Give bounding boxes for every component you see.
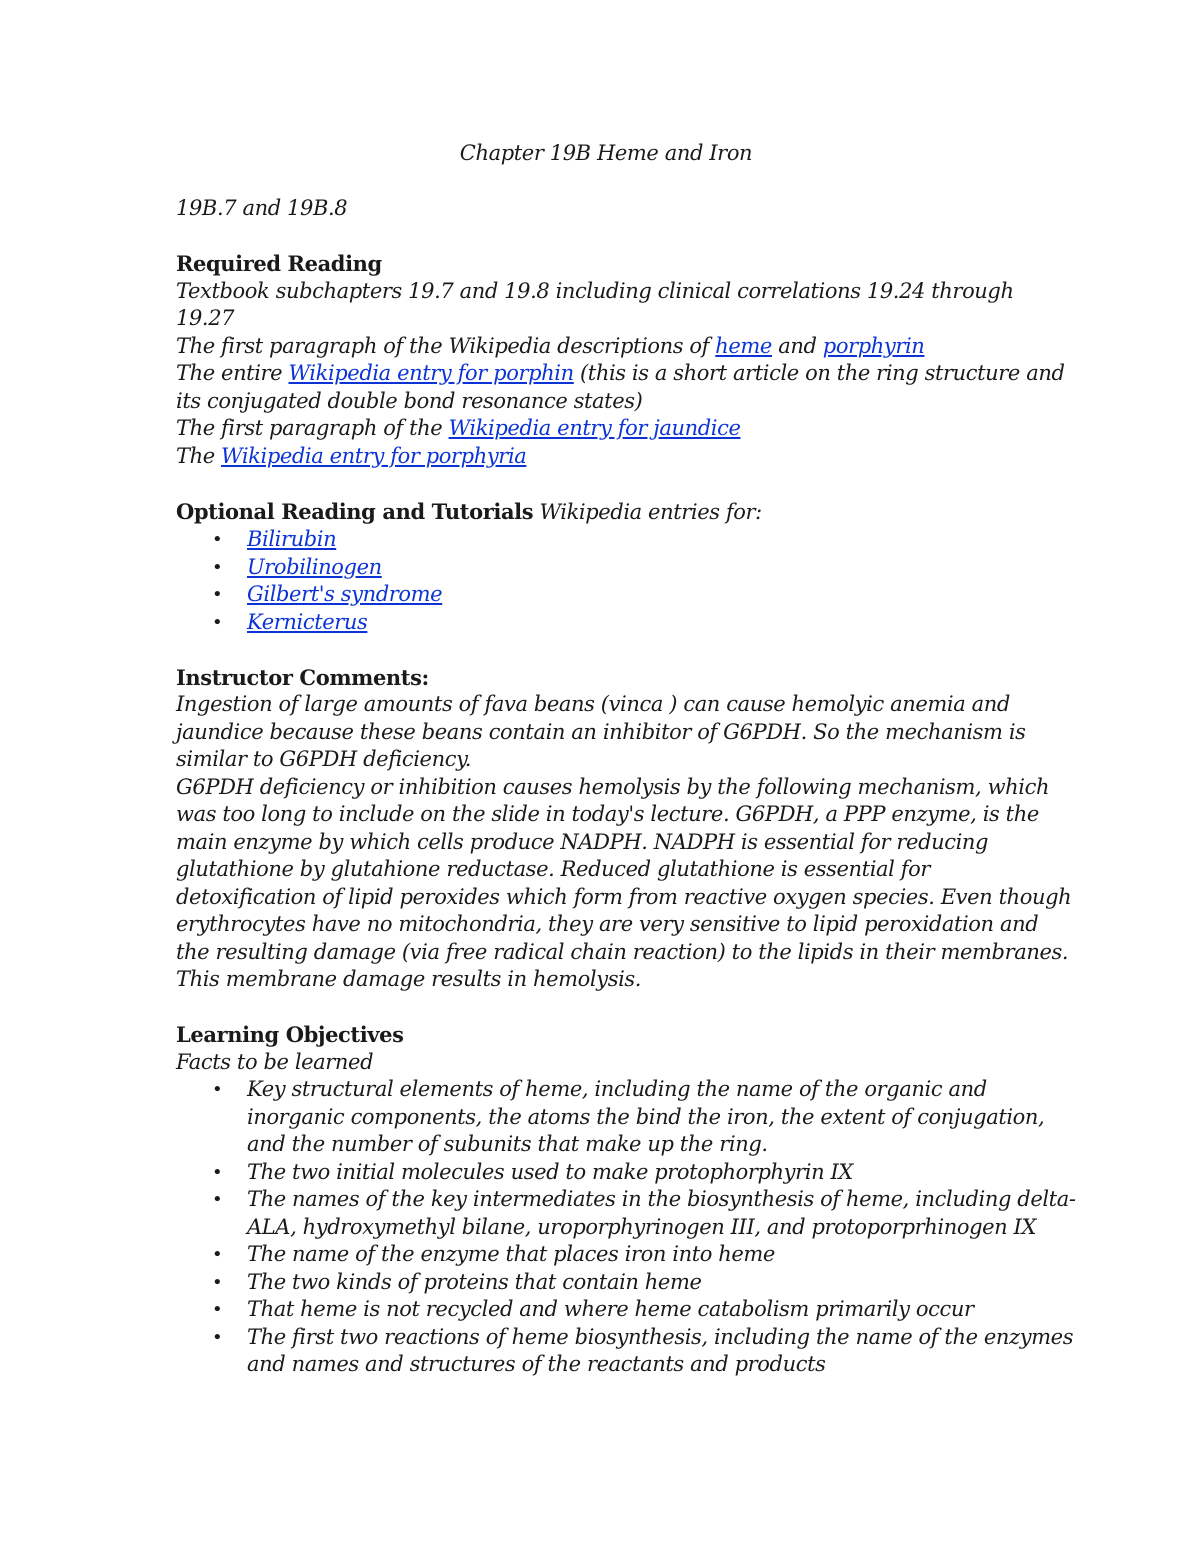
bullet-icon: • <box>212 1244 223 1265</box>
comment-line: main enzyme by which cells produce NADPH. NADPH is essential for reducing <box>176 829 989 854</box>
bullet-icon: • <box>212 556 223 578</box>
jaundice-link[interactable]: Wikipedia entry for jaundice <box>448 416 741 440</box>
comment-line: erythrocytes have no mitochondria, they are very sensitive to lipid peroxidation and <box>176 912 1039 936</box>
objective-text: ALA, hydroxymethyl bilane, uroporphyrinogen III, and protoporprhinogen IX <box>247 1214 1037 1239</box>
and-text: and <box>771 333 823 358</box>
jaundice-prefix: The first paragraph of the <box>176 416 449 440</box>
porphyria-prefix: The <box>176 443 222 468</box>
list-item <box>176 581 1036 609</box>
comment-line: was too long to include on the slide in today's lecture. G6PDH, a PPP enzyme, is the <box>176 802 1039 826</box>
bullet-icon: • <box>212 529 223 550</box>
objective-text: and names and structures of the reactants and products <box>247 1352 826 1376</box>
optional-links-list <box>176 526 1036 636</box>
learning-objectives-heading: Learning Objectives <box>176 1022 404 1047</box>
porphin-suffix: (this is a short article on the ring structure and <box>573 361 1065 385</box>
comment-line: detoxification of lipid peroxides which form from reactive oxygen species. Even though <box>176 884 1072 909</box>
instructor-comments-heading: Instructor Comments: <box>176 664 429 690</box>
porphin-link[interactable]: Wikipedia entry for porphin <box>288 361 574 385</box>
bullet-icon: • <box>212 1079 223 1100</box>
bullet-icon: • <box>212 1161 223 1183</box>
bilirubin-link[interactable]: Bilirubin <box>247 527 337 551</box>
bullet-icon: • <box>212 1271 223 1293</box>
list-item <box>176 1186 1076 1241</box>
bullet-icon: • <box>212 611 223 633</box>
page-title: Chapter 19B Heme and Iron <box>459 141 753 165</box>
comment-line: glutathione by glutahione reductase. Reduced glutathione is essential for <box>176 857 930 881</box>
list-item <box>176 554 1036 582</box>
comment-line: the resulting damage (via free radical chain reaction) to the lipids in their membranes. <box>176 939 1069 964</box>
textbook-line-2: 19.27 <box>176 306 235 330</box>
porphyrin-link[interactable]: porphyrin <box>822 333 925 358</box>
porphin-line <box>176 360 1065 388</box>
urobilinogen-link[interactable]: Urobilinogen <box>247 554 382 579</box>
list-item <box>176 1241 1036 1269</box>
optional-reading-intro: Wikipedia entries for: <box>533 499 762 524</box>
objective-text: The name of the enzyme that places iron into heme <box>247 1242 775 1266</box>
objective-text: inorganic components, the atoms the bind the iron, the extent of conjugation, <box>247 1104 1045 1129</box>
objective-text: The two kinds of proteins that contain heme <box>247 1269 702 1294</box>
porphin-line-2: its conjugated double bond resonance states) <box>176 388 643 413</box>
bullet-icon: • <box>212 1326 223 1348</box>
objective-text: and the number of subunits that make up the ring. <box>247 1132 768 1156</box>
first-paragraph-line <box>176 333 1036 361</box>
list-item <box>176 526 1036 554</box>
comment-line: Ingestion of large amounts of fava beans (vinca ) can cause hemolyic anemia and <box>176 692 1010 716</box>
comment-line: jaundice because these beans contain an inhibitor of G6PDH. So the mechanism is <box>176 719 1026 744</box>
first-paragraph-prefix: The first paragraph of the Wikipedia descriptions of <box>176 333 716 358</box>
comment-line: similar to G6PDH deficiency. <box>176 747 472 771</box>
jaundice-line <box>176 415 1036 443</box>
objective-text: The two initial molecules used to make protophorphyrin IX <box>247 1159 853 1184</box>
porphin-prefix: The entire <box>176 361 289 385</box>
objective-text: Key structural elements of heme, including the name of the organic and <box>247 1077 987 1101</box>
bullet-icon: • <box>212 1189 223 1210</box>
objective-text: The first two reactions of heme biosynthesis, including the name of the enzymes <box>247 1324 1074 1349</box>
list-item <box>176 1296 1036 1324</box>
objective-text: The names of the key intermediates in the biosynthesis of heme, including delta- <box>247 1187 1076 1211</box>
required-reading-heading: Required Reading <box>176 251 382 276</box>
objectives-list <box>176 1076 1076 1379</box>
textbook-line-1: Textbook subchapters 19.7 and 19.8 including clinical correlations 19.24 through <box>176 278 1014 303</box>
heme-link[interactable]: heme <box>715 333 772 358</box>
list-item <box>176 1159 1036 1187</box>
kernicterus-link[interactable]: Kernicterus <box>247 609 368 634</box>
list-item <box>176 1076 1045 1159</box>
list-item <box>176 609 1036 637</box>
optional-reading-heading: Optional Reading and Tutorials <box>176 498 534 524</box>
bullet-icon: • <box>212 584 223 605</box>
facts-subheading: Facts to be learned <box>176 1049 374 1074</box>
list-item <box>176 1324 1074 1379</box>
list-item <box>176 1269 1036 1297</box>
porphyria-line <box>176 443 1036 471</box>
bullet-icon: • <box>212 1299 223 1320</box>
optional-reading-line <box>176 498 1036 527</box>
comment-line: G6PDH deficiency or inhibition causes hemolysis by the following mechanism, which <box>176 774 1050 799</box>
comment-line: This membrane damage results in hemolysis. <box>176 967 642 991</box>
gilberts-syndrome-link[interactable]: Gilbert's syndrome <box>247 582 443 606</box>
objective-text: That heme is not recycled and where heme catabolism primarily occur <box>247 1297 974 1321</box>
section-subtitle: 19B.7 and 19B.8 <box>176 196 348 220</box>
porphyria-link[interactable]: Wikipedia entry for porphyria <box>221 443 527 468</box>
document-page <box>176 140 1076 1379</box>
